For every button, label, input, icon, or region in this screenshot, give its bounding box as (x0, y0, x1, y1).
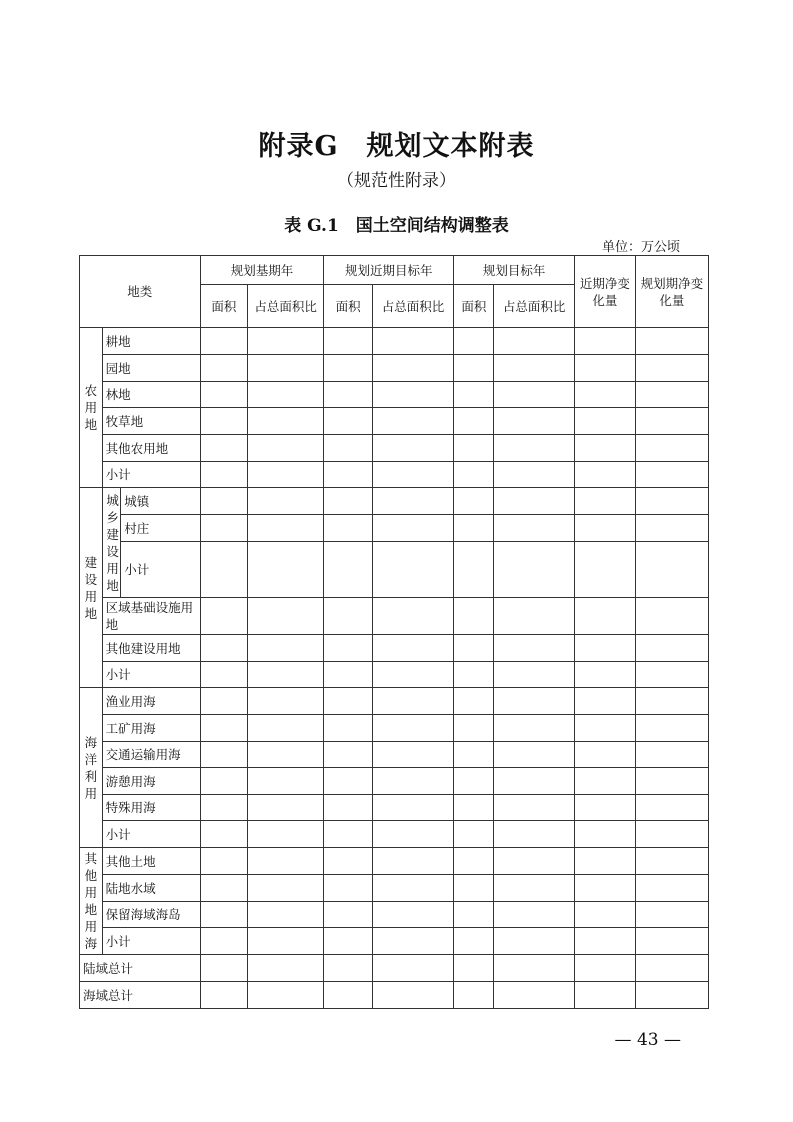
land-type-header: 地类 (80, 256, 201, 328)
table-row (80, 982, 709, 1009)
share-header: 占总面积比 (372, 285, 453, 328)
header-row-1 (80, 256, 709, 285)
row-label: 城镇 (121, 488, 200, 515)
target-year-header: 规划目标年 (454, 256, 575, 285)
plan-net-change-header: 规划期净变化量 (635, 256, 708, 328)
table-row (80, 515, 709, 542)
base-year-header: 规划基期年 (200, 256, 324, 285)
table-row (80, 928, 709, 955)
row-label: 园地 (102, 355, 200, 382)
row-label: 耕地 (102, 328, 200, 355)
area-header: 面积 (454, 285, 494, 328)
table-row (80, 875, 709, 902)
row-label: 其他土地 (102, 848, 200, 875)
row-label: 特殊用海 (102, 795, 200, 821)
table-row (80, 408, 709, 435)
row-label: 小计 (102, 462, 200, 488)
near-term-year-header: 规划近期目标年 (324, 256, 454, 285)
group-ocean-label: 海洋利用 (80, 688, 103, 848)
table-row (80, 542, 709, 598)
table-row (80, 688, 709, 715)
row-label: 小计 (102, 662, 200, 688)
table-row (80, 848, 709, 875)
row-label: 小计 (102, 821, 200, 848)
row-label: 区域基础设施用地 (102, 598, 200, 635)
row-label: 小计 (121, 542, 200, 598)
table-row (80, 488, 709, 515)
appendix-subtitle: （规范性附录） (337, 171, 456, 191)
table-row (80, 768, 709, 795)
share-header: 占总面积比 (248, 285, 324, 328)
table-row (80, 598, 709, 635)
group-other-label: 其他用地用海 (80, 848, 103, 955)
near-net-change-header: 近期净变化量 (574, 256, 635, 328)
table-row (80, 328, 709, 355)
table-row (80, 355, 709, 382)
area-header: 面积 (324, 285, 372, 328)
table-row (80, 795, 709, 821)
area-header: 面积 (200, 285, 247, 328)
table-row (80, 742, 709, 768)
table-row (80, 955, 709, 982)
row-label: 渔业用海 (102, 688, 200, 715)
row-label: 其他建设用地 (102, 635, 200, 662)
table-row (80, 435, 709, 462)
row-label: 陆地水域 (102, 875, 200, 902)
land-structure-table (79, 255, 709, 1009)
table-row (80, 821, 709, 848)
share-header: 占总面积比 (494, 285, 574, 328)
table-row (80, 715, 709, 742)
row-label: 小计 (102, 928, 200, 955)
group-agri-label: 农用地 (80, 328, 103, 488)
group-urban-rural-label: 城乡建设用地 (102, 488, 121, 598)
row-label: 牧草地 (102, 408, 200, 435)
row-label: 游憩用海 (102, 768, 200, 795)
row-label: 其他农用地 (102, 435, 200, 462)
appendix-title: 附录G 规划文本附表 (258, 131, 535, 162)
row-label: 村庄 (121, 515, 200, 542)
group-construction-label: 建设用地 (80, 488, 103, 688)
row-label: 保留海域海岛 (102, 902, 200, 928)
table-title: 表 G.1 国土空间结构调整表 (284, 216, 509, 236)
row-label: 林地 (102, 382, 200, 408)
row-label: 工矿用海 (102, 715, 200, 742)
table-row (80, 382, 709, 408)
row-label: 海域总计 (80, 982, 201, 1009)
table-row (80, 462, 709, 488)
unit-label: 单位：万公顷 (601, 240, 680, 255)
page-number: — 43 — (614, 1030, 681, 1050)
table-row (80, 902, 709, 928)
table-row (80, 635, 709, 662)
row-label: 交通运输用海 (102, 742, 200, 768)
row-label: 陆域总计 (80, 955, 201, 982)
table-row (80, 662, 709, 688)
